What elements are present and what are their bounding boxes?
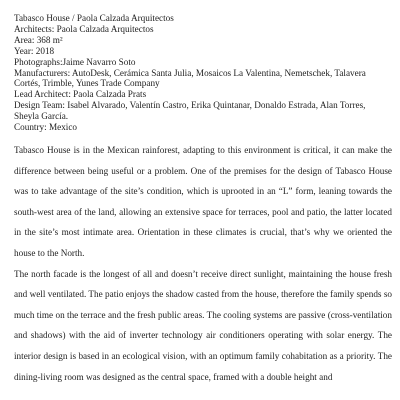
architects-line: Architects: Paola Calzada Arquitectos bbox=[14, 23, 154, 34]
body-paragraph-2: The north facade is the longest of all and doesn’t receive direct sunlight, maintaining the house fresh and well ventilated. The patio enjoys the shadow casted from the house, therefore the family spends so much time on the terrace and the fresh public areas. The cooling systems are passive (cross-ventilation and shadows) with the aid of inverter technology air conditioners operating with solar energy. The interior design is based in an ecological vision, with an optimum family cohabitation as a priority. The dining-living room was designed as the central space, framed with a double height and bbox=[14, 268, 392, 382]
country-line: Country: Mexico bbox=[14, 122, 78, 133]
area-line: Area: 368 m² bbox=[14, 34, 63, 45]
article-body bbox=[14, 140, 392, 387]
document-page bbox=[14, 13, 392, 387]
lead-architect-line: Lead Architect: Paola Calzada Prats bbox=[14, 89, 147, 100]
year-line: Year: 2018 bbox=[14, 45, 55, 56]
project-details bbox=[14, 13, 392, 133]
body-paragraph-1: Tabasco House is in the Mexican rainforest, adapting to this environment is critical, it can make the difference between being useful or a problem. One of the premises for the design of Tabasco House was to take advantage of the site’s condition, which is uprooted in an “L” form, leaning towards the south-west area of the land, allowing an extensive space for terraces, pool and patio, the latter located in the site’s most intimate area. Orientation in these climates is crucial, that’s why we oriented the house to the North. bbox=[14, 144, 392, 258]
manufacturers-line: Manufacturers: AutoDesk, Cerámica Santa Julia, Mosaicos La Valentina, Nemetschek, Talavera Cortés, Trimble, Yunes Trade Company bbox=[14, 67, 366, 89]
project-title: Tabasco House / Paola Calzada Arquitectos bbox=[14, 13, 174, 23]
design-team-line: Design Team: Isabel Alvarado, Valentín Castro, Erika Quintanar, Donaldo Estrada, Alan Torres, Sheyla García. bbox=[14, 100, 366, 122]
photographs-line: Photographs:Jaime Navarro Soto bbox=[14, 56, 136, 67]
